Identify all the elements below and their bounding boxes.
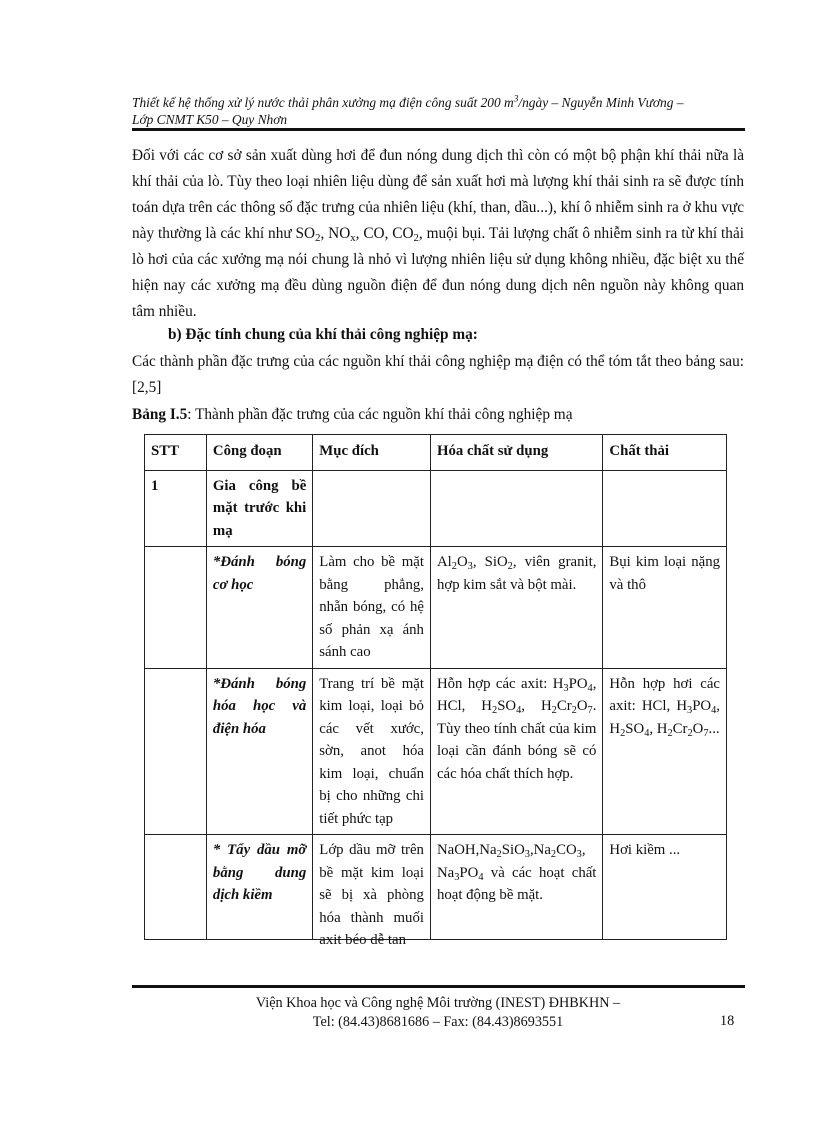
cell-chemicals: $Al_2O_3$, SiO$_2$, viên granit, hợp kim sắt và bột mài. (430, 547, 602, 669)
header-chemicals: Hóa chất sử dụng (430, 435, 602, 471)
cell-stt: 1 (145, 470, 207, 547)
cell-stage: *Đánh bóng hóa học và điện hóa (206, 668, 312, 835)
page-footer (132, 994, 744, 1032)
header-stt: STT (145, 435, 207, 471)
cell-stage: *Đánh bóng cơ học (206, 547, 312, 669)
header-waste: Chất thải (603, 435, 727, 471)
footer-rule (132, 985, 745, 988)
page-header (132, 94, 744, 128)
cell-stage: * Tẩy dầu mỡ bằng dung dịch kiềm (206, 835, 312, 940)
page-number: 18 (720, 1013, 735, 1029)
cell-waste: Bụi kim loại nặng và thô (603, 547, 727, 669)
cell-chemicals: $NaOH,Na_2SiO_3,Na_2CO_3$, $Na_3PO_4$ và các hoạt chất hoạt động bề mặt. (430, 835, 602, 940)
table-row (145, 835, 727, 940)
table-row (145, 668, 727, 835)
cell-purpose: Làm cho bề mặt bằng phẳng, nhẵn bóng, có hệ số phản xạ ánh sánh cao (313, 547, 431, 669)
paragraph-intro-table: Các thành phần đặc trưng của các nguồn khí thải công nghiệp mạ điện có thể tóm tắt theo bảng sau: [2,5] (132, 353, 744, 396)
table-row (145, 547, 727, 669)
cell-waste: Hỗn hợp hơi các axit: HCl, $H_3PO_4$, $H_2SO_4$, $H_2Cr_2O_7$... (603, 668, 727, 835)
cell-waste: Hơi kiềm ... (603, 835, 727, 940)
header-line2: Lớp CNMT K50 – Quy Nhơn (132, 112, 288, 127)
section-heading: b) Đặc tính chung của khí thải công nghiệp mạ: (168, 326, 478, 343)
header-line1: Thiết kế hệ thống xử lý nước thải phân xưởng mạ điện công suất 200 $m^3$/ngày – Nguyễn Minh Vương – (132, 94, 684, 110)
header-purpose: Mục đích (313, 435, 431, 471)
footer-institute: Viện Khoa học và Công nghệ Môi trường (INEST) ĐHBKHN – (255, 995, 621, 1011)
paragraph-boiler-emissions: Đối với các cơ sở sản xuất dùng hơi để đun nóng dung dịch thì còn có một bộ phận khí thải nữa là khí thải của lò. Tùy theo loại nhiên liệu dùng để sản xuất hơi mà lượng khí thải sinh ra sẽ được tính toán dựa trên các thông số đặc trưng của nhiên liệu (khí, than, dầu...), khí ô nhiễm sinh ra ở khu vực này thường là các khí như $SO_2$, $NO_x$, CO, $CO_2$, muội bụi. Tải lượng chất ô nhiễm sinh ra từ khí thải lò hơi của các xưởng mạ nói chung là nhỏ vì lượng nhiên liệu sử dụng không nhiều, đặc biệt xu thế hiện nay các xưởng mạ đều dùng nguồn điện để đun nóng dung dịch nên nguồn này không quan tâm nhiều. (132, 147, 744, 320)
header-stage: Công đoạn (206, 435, 312, 471)
cell-purpose: Lớp dầu mỡ trên bề mặt kim loại sẽ bị xà phòng hóa thành muối axit béo dễ tan (313, 835, 431, 940)
header-rule (132, 128, 745, 131)
footer-contact: Tel: (84.43)8681686 – Fax: (84.43)8693551 (312, 1014, 564, 1030)
cell-purpose: Trang trí bề mặt kim loại, loại bỏ các vết xước, sờn, anot hóa kim loại, chuẩn bị cho những chi tiết phức tạp (313, 668, 431, 835)
table-caption: Bảng I.5: Thành phần đặc trưng của các nguồn khí thải công nghiệp mạ (132, 406, 573, 423)
cell-stage: Gia công bề mặt trước khi mạ (206, 470, 312, 547)
emission-table (144, 434, 727, 948)
table-row (145, 470, 727, 547)
table-header-row (145, 435, 727, 471)
cell-chemicals: Hỗn hợp các axit: $H_3PO_4$, HCl, $H_2SO_4$, $H_2Cr_2O_7$. Tùy theo tính chất của kim loại cần đánh bóng sẽ có các hóa chất thích hợp. (430, 668, 602, 835)
